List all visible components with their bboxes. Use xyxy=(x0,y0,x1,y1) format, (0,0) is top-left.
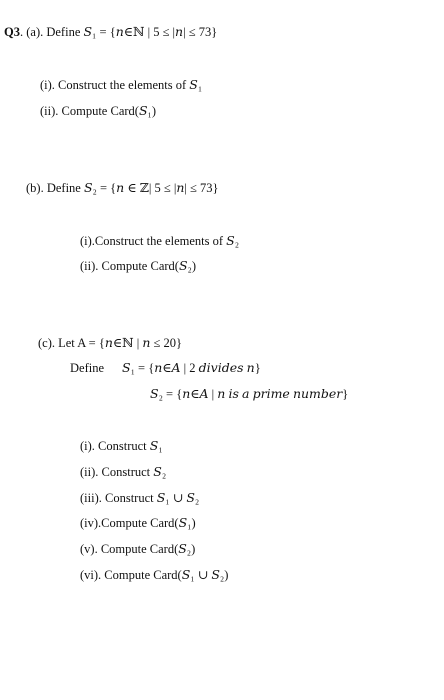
part-c-define-s2: 𝑆₂ = {𝑛∈𝐴 | 𝑛 𝑖𝑠 𝑎 𝑝𝑟𝑖𝑚𝑒 𝑛𝑢𝑚𝑏𝑒𝑟} xyxy=(150,387,349,401)
part-c-item-3: (iii). Construct 𝑆₁ ∪ 𝑆₂ xyxy=(80,491,200,505)
question-number: Q3 xyxy=(4,25,20,39)
part-a-item-2: (ii). Compute Card(𝑆₁) xyxy=(40,104,157,118)
part-c-item-6: (vi). Compute Card(𝑆₁ ∪ 𝑆₂) xyxy=(80,568,229,582)
part-c-item-1: (i). Construct 𝑆₁ xyxy=(80,439,163,453)
part-c-define-label: Define xyxy=(70,361,105,375)
part-a-item-1: (i). Construct the elements of 𝑆₁ xyxy=(40,78,203,92)
part-c-item-5: (v). Compute Card(𝑆₂) xyxy=(80,542,196,556)
part-b-item-1: (i).Construct the elements of 𝑆₂ xyxy=(80,234,240,248)
part-b-item-2: (ii). Compute Card(𝑆₂) xyxy=(80,259,197,273)
part-c-header: (c). Let A = {𝑛∈ℕ | 𝑛 ≤ 20} xyxy=(38,336,182,350)
part-b-header: (b). Define 𝑆₂ = {𝑛 ∈ ℤ| 5 ≤ |𝑛| ≤ 73} xyxy=(26,181,219,195)
part-c-define-s1: 𝑆₁ = {𝑛∈𝐴 | 2 𝑑𝑖𝑣𝑖𝑑𝑒𝑠 𝑛} xyxy=(122,361,261,375)
part-a-definition: . (a). Define 𝑆₁ = {𝑛∈ℕ | 5 ≤ |𝑛| ≤ 73} xyxy=(19,25,218,39)
part-c-item-4: (iv).Compute Card(𝑆₁) xyxy=(80,516,196,530)
part-c-item-2: (ii). Construct 𝑆₂ xyxy=(80,465,167,479)
part-a-header xyxy=(4,24,217,40)
